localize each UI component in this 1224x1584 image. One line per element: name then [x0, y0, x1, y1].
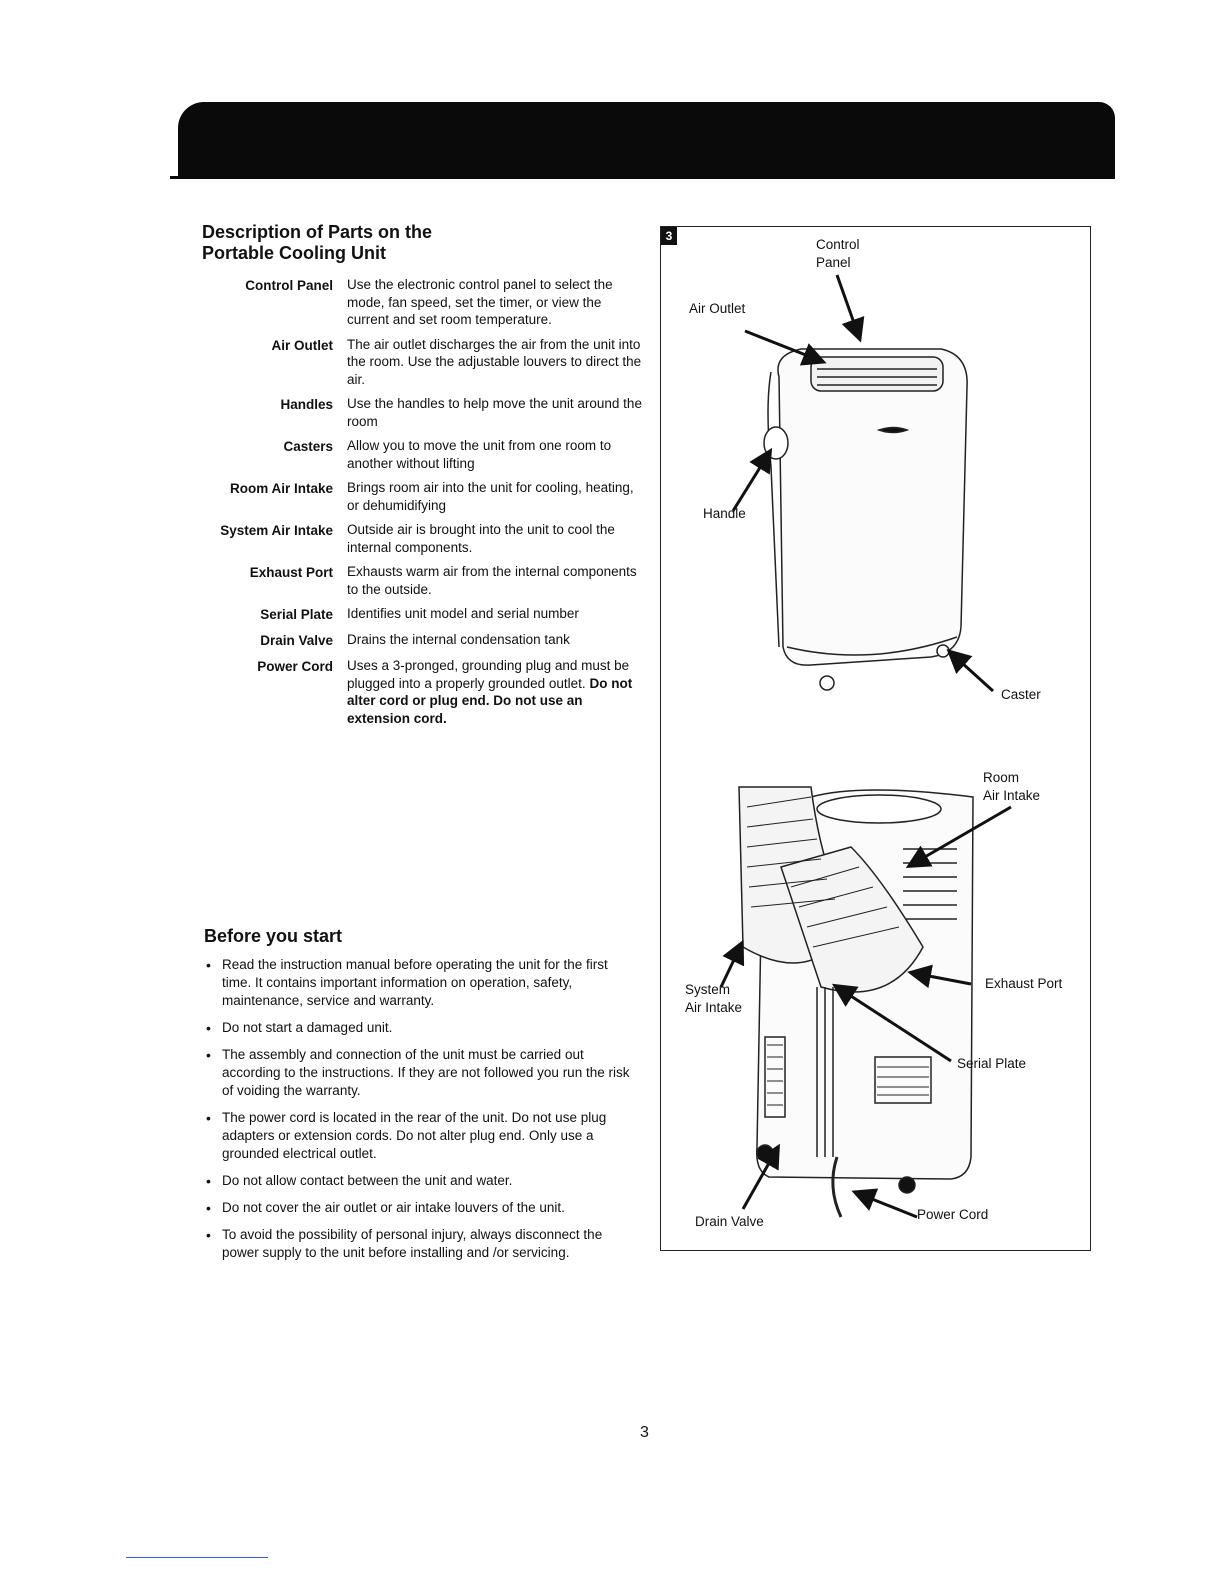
page-number: 3	[640, 1424, 649, 1441]
room-air-intake-label-line-2: Air Intake	[983, 788, 1041, 803]
part-description	[347, 657, 642, 727]
section-title-line-2: Portable Cooling Unit	[202, 243, 386, 263]
drain-valve-label: Drain Valve	[695, 1214, 764, 1229]
list-item: • Do not cover the air outlet or air intake louvers of the unit.	[204, 1199, 634, 1217]
part-row	[196, 631, 646, 650]
part-description: Allow you to move the unit from one room to another without lifting	[347, 438, 612, 471]
part-name: Handles	[280, 397, 333, 412]
part-name: Drain Valve	[260, 633, 333, 648]
before-you-start-title: Before you start	[204, 926, 343, 946]
room-air-intake-label-line-1: Room	[983, 770, 1020, 785]
caster-label: Caster	[1001, 687, 1041, 702]
part-name: Power Cord	[257, 659, 333, 674]
part-row	[196, 395, 646, 430]
section-title-line-1: Description of Parts on the	[202, 222, 433, 242]
part-row	[196, 657, 646, 727]
front-view-unit	[764, 349, 967, 690]
power-cord-label: Power Cord	[917, 1207, 989, 1222]
list-item: • The assembly and connection of the unit must be carried out according to the instructions. If they are not followed you run the risk of voiding the warranty.	[204, 1046, 634, 1100]
part-row	[196, 437, 646, 472]
control-panel-label-line-1: Control	[816, 237, 860, 252]
header-rule	[170, 176, 1115, 179]
list-item: • To avoid the possibility of personal injury, always disconnect the power supply to the unit before installing and /or servicing.	[204, 1226, 634, 1262]
part-row	[196, 521, 646, 556]
figure-number: 3	[661, 227, 677, 245]
handle-label: Handle	[703, 506, 746, 521]
part-name: Casters	[283, 439, 333, 454]
part-description-text: Uses a 3-pronged, grounding plug and must be plugged into a properly grounded outlet.	[347, 658, 630, 691]
portable-unit-illustration	[661, 227, 1092, 1252]
part-name: Serial Plate	[260, 607, 333, 622]
footer-rule	[126, 1557, 268, 1558]
system-air-intake-label-line-1: System	[685, 982, 731, 997]
part-description: Drains the internal condensation tank	[347, 632, 570, 647]
part-name: Exhaust Port	[249, 565, 333, 580]
before-you-start-list	[204, 956, 634, 1271]
part-row	[196, 479, 646, 514]
part-name: Control Panel	[245, 278, 333, 293]
list-item: • Do not start a damaged unit.	[204, 1019, 634, 1037]
unit-diagram-figure	[660, 226, 1091, 1251]
part-description: Use the electronic control panel to select the mode, fan speed, set the timer, or view the current and set room temperature.	[347, 277, 613, 327]
list-item: • The power cord is located in the rear of the unit. Do not use plug adapters or extension cords. Do not alter plug end. Only use a grounded electrical outlet.	[204, 1109, 634, 1163]
part-description: Identifies unit model and serial number	[347, 606, 579, 621]
page-header-bar	[178, 102, 1115, 177]
parts-list	[196, 276, 646, 727]
part-row	[196, 336, 646, 389]
part-description: Brings room air into the unit for cooling, heating, or dehumidifying	[347, 480, 634, 513]
part-description: Use the handles to help move the unit around the room	[347, 396, 642, 429]
air-outlet-label: Air Outlet	[689, 301, 746, 316]
control-panel-label-line-2: Panel	[816, 255, 851, 270]
exhaust-port-label: Exhaust Port	[985, 976, 1063, 991]
list-item: • Read the instruction manual before operating the unit for the first time. It contains important information on operation, safety, maintenance, service and warranty.	[204, 956, 634, 1010]
serial-plate-label: Serial Plate	[957, 1056, 1027, 1071]
part-name: Room Air Intake	[229, 481, 333, 496]
part-description-warning: Do not alter cord or plug end. Do not use an extension cord.	[347, 675, 633, 726]
part-description: The air outlet discharges the air from the unit into the room. Use the adjustable louvers to direct the air.	[347, 336, 642, 387]
part-row	[196, 563, 646, 598]
part-description: Exhausts warm air from the internal components to the outside.	[347, 564, 637, 597]
part-description: Outside air is brought into the unit to cool the internal components.	[347, 522, 615, 555]
section-title	[202, 222, 432, 264]
part-row	[196, 276, 646, 329]
part-name: System Air Intake	[220, 523, 333, 538]
system-air-intake-label-line-2: Air Intake	[685, 1000, 743, 1015]
list-item: • Do not allow contact between the unit and water.	[204, 1172, 634, 1190]
part-name: Air Outlet	[271, 337, 333, 353]
part-row	[196, 605, 646, 624]
